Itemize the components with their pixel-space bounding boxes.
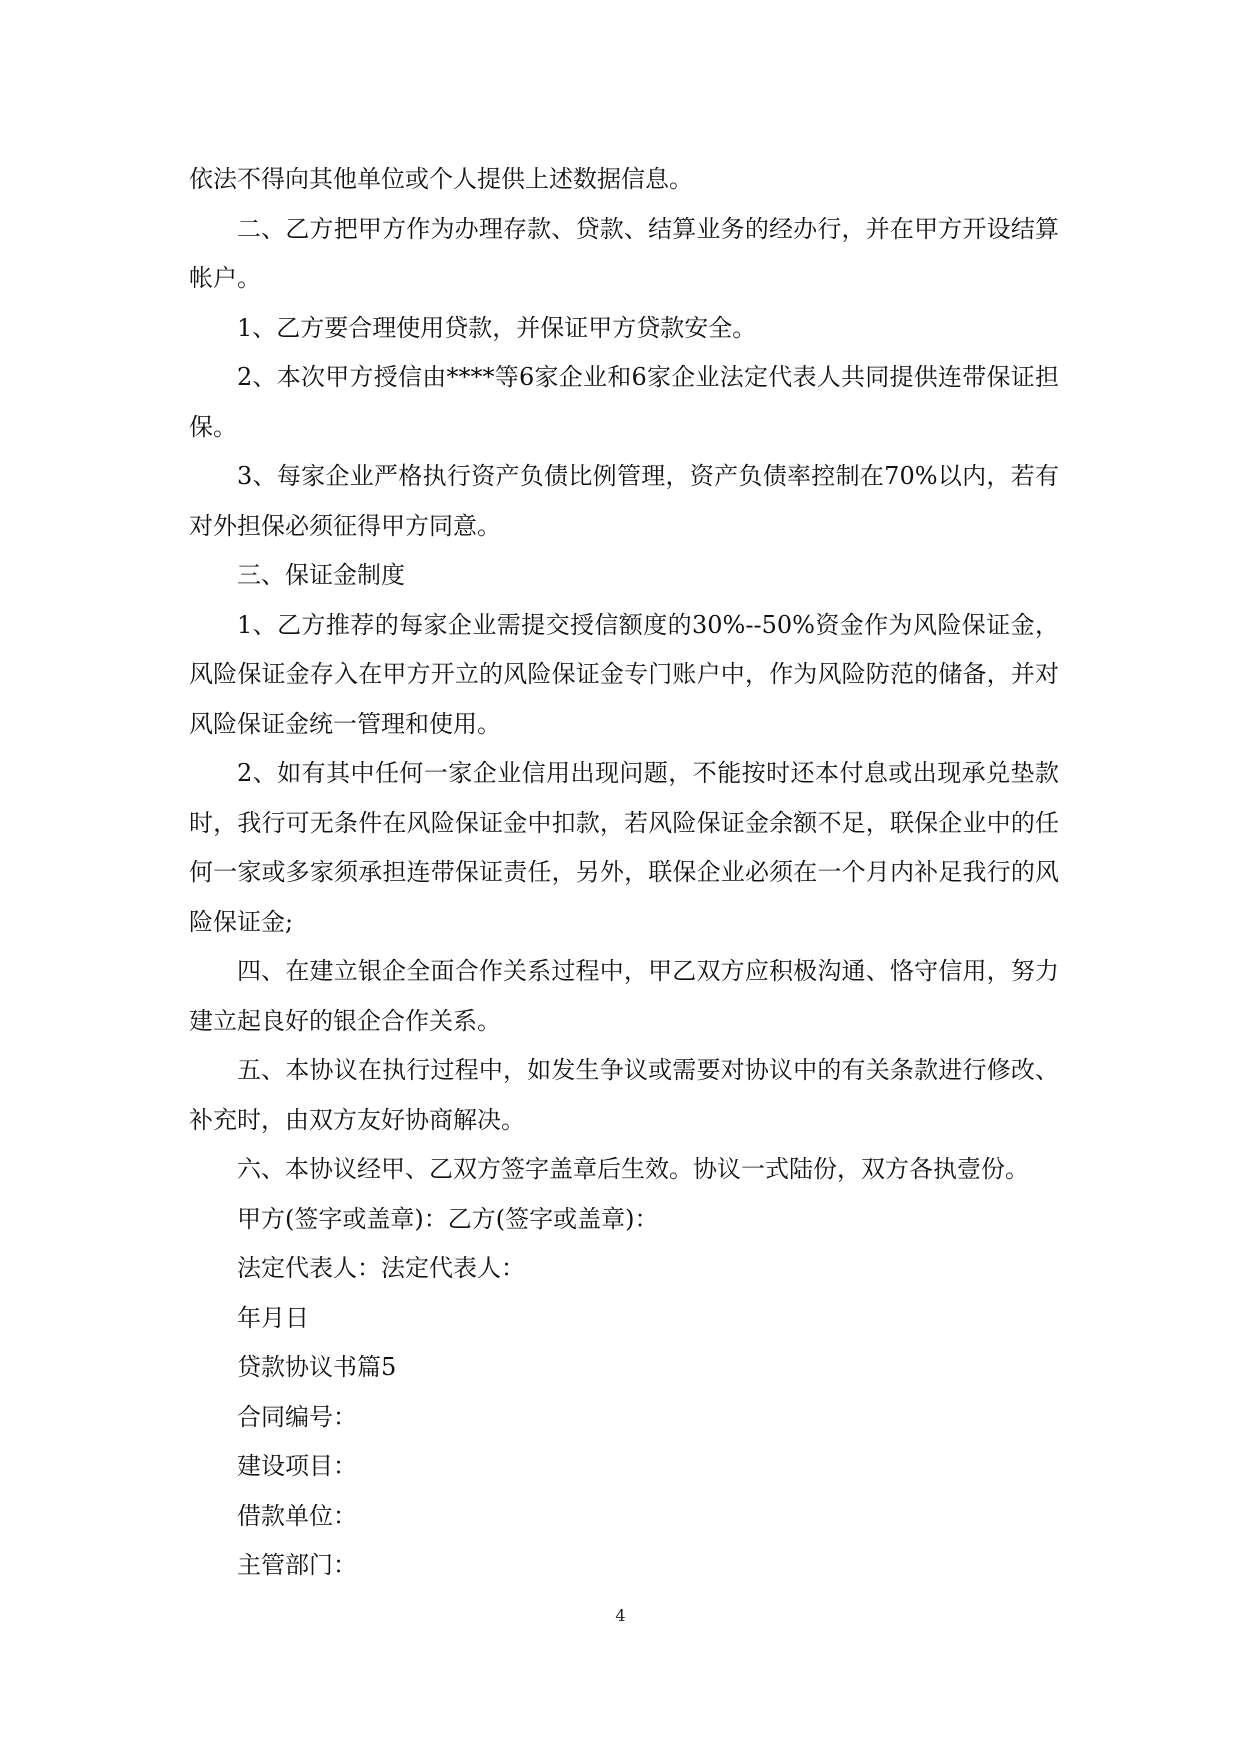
project-field: 建设项目：: [237, 1452, 357, 1480]
paragraph-item-2-3: 3、每家企业严格执行资产负债比例管理，资产负债率控制在70%以内，若有对外担保必须征得甲方同意。: [189, 462, 1059, 540]
document-section-title: 贷款协议书篇5: [237, 1353, 397, 1381]
paragraph-item-3-1: 1、乙方推荐的每家企业需提交授信额度的30%--50%资金作为风险保证金，风险保证金存入在甲方开立的风险保证金专门账户中，作为风险防范的储备，并对风险保证金统一管理和使用。: [189, 610, 1059, 738]
paragraph-item-3-2: 2、如有其中任何一家企业信用出现问题，不能按时还本付息或出现承兑垫款时，我行可无条件在风险保证金中扣款，若风险保证金余额不足，联保企业中的任何一家或多家须承担连带保证责任，另外，联保企业必须在一个月内补足我行的风险保证金;: [189, 759, 1059, 936]
paragraph-section-5: 五、本协议在执行过程中，如发生争议或需要对协议中的有关条款进行修改、补充时，由双方友好协商解决。: [189, 1056, 1059, 1134]
section-heading-3: 三、保证金制度: [237, 561, 405, 589]
legal-representative-line: 法定代表人：法定代表人：: [237, 1254, 525, 1282]
paragraph-section-4: 四、在建立银企全面合作关系过程中，甲乙双方应积极沟通、恪守信用，努力建立起良好的银企合作关系。: [189, 957, 1059, 1035]
contract-number-field: 合同编号：: [237, 1402, 357, 1431]
date-line: 年月日: [237, 1303, 309, 1332]
page-number: 4: [615, 1606, 626, 1625]
borrower-field: 借款单位：: [237, 1501, 357, 1530]
paragraph-item-2-1: 1、乙方要合理使用贷款，并保证甲方贷款安全。: [237, 313, 757, 342]
paragraph-section-2: 二、乙方把甲方作为办理存款、贷款、结算业务的经办行，并在甲方开设结算帐户。: [189, 214, 1059, 292]
supervising-department-field: 主管部门：: [237, 1551, 357, 1579]
document-body: [189, 155, 1059, 1591]
paragraph-item-2-2: 2、本次甲方授信由****等6家企业和6家企业法定代表人共同提供连带保证担保。: [189, 363, 1059, 441]
paragraph-continuation: 依法不得向其他单位或个人提供上述数据信息。: [189, 165, 693, 193]
signature-parties-line: 甲方(签字或盖章)：乙方(签字或盖章)：: [237, 1204, 659, 1233]
paragraph-section-6: 六、本协议经甲、乙双方签字盖章后生效。协议一式陆份，双方各执壹份。: [237, 1155, 1029, 1183]
